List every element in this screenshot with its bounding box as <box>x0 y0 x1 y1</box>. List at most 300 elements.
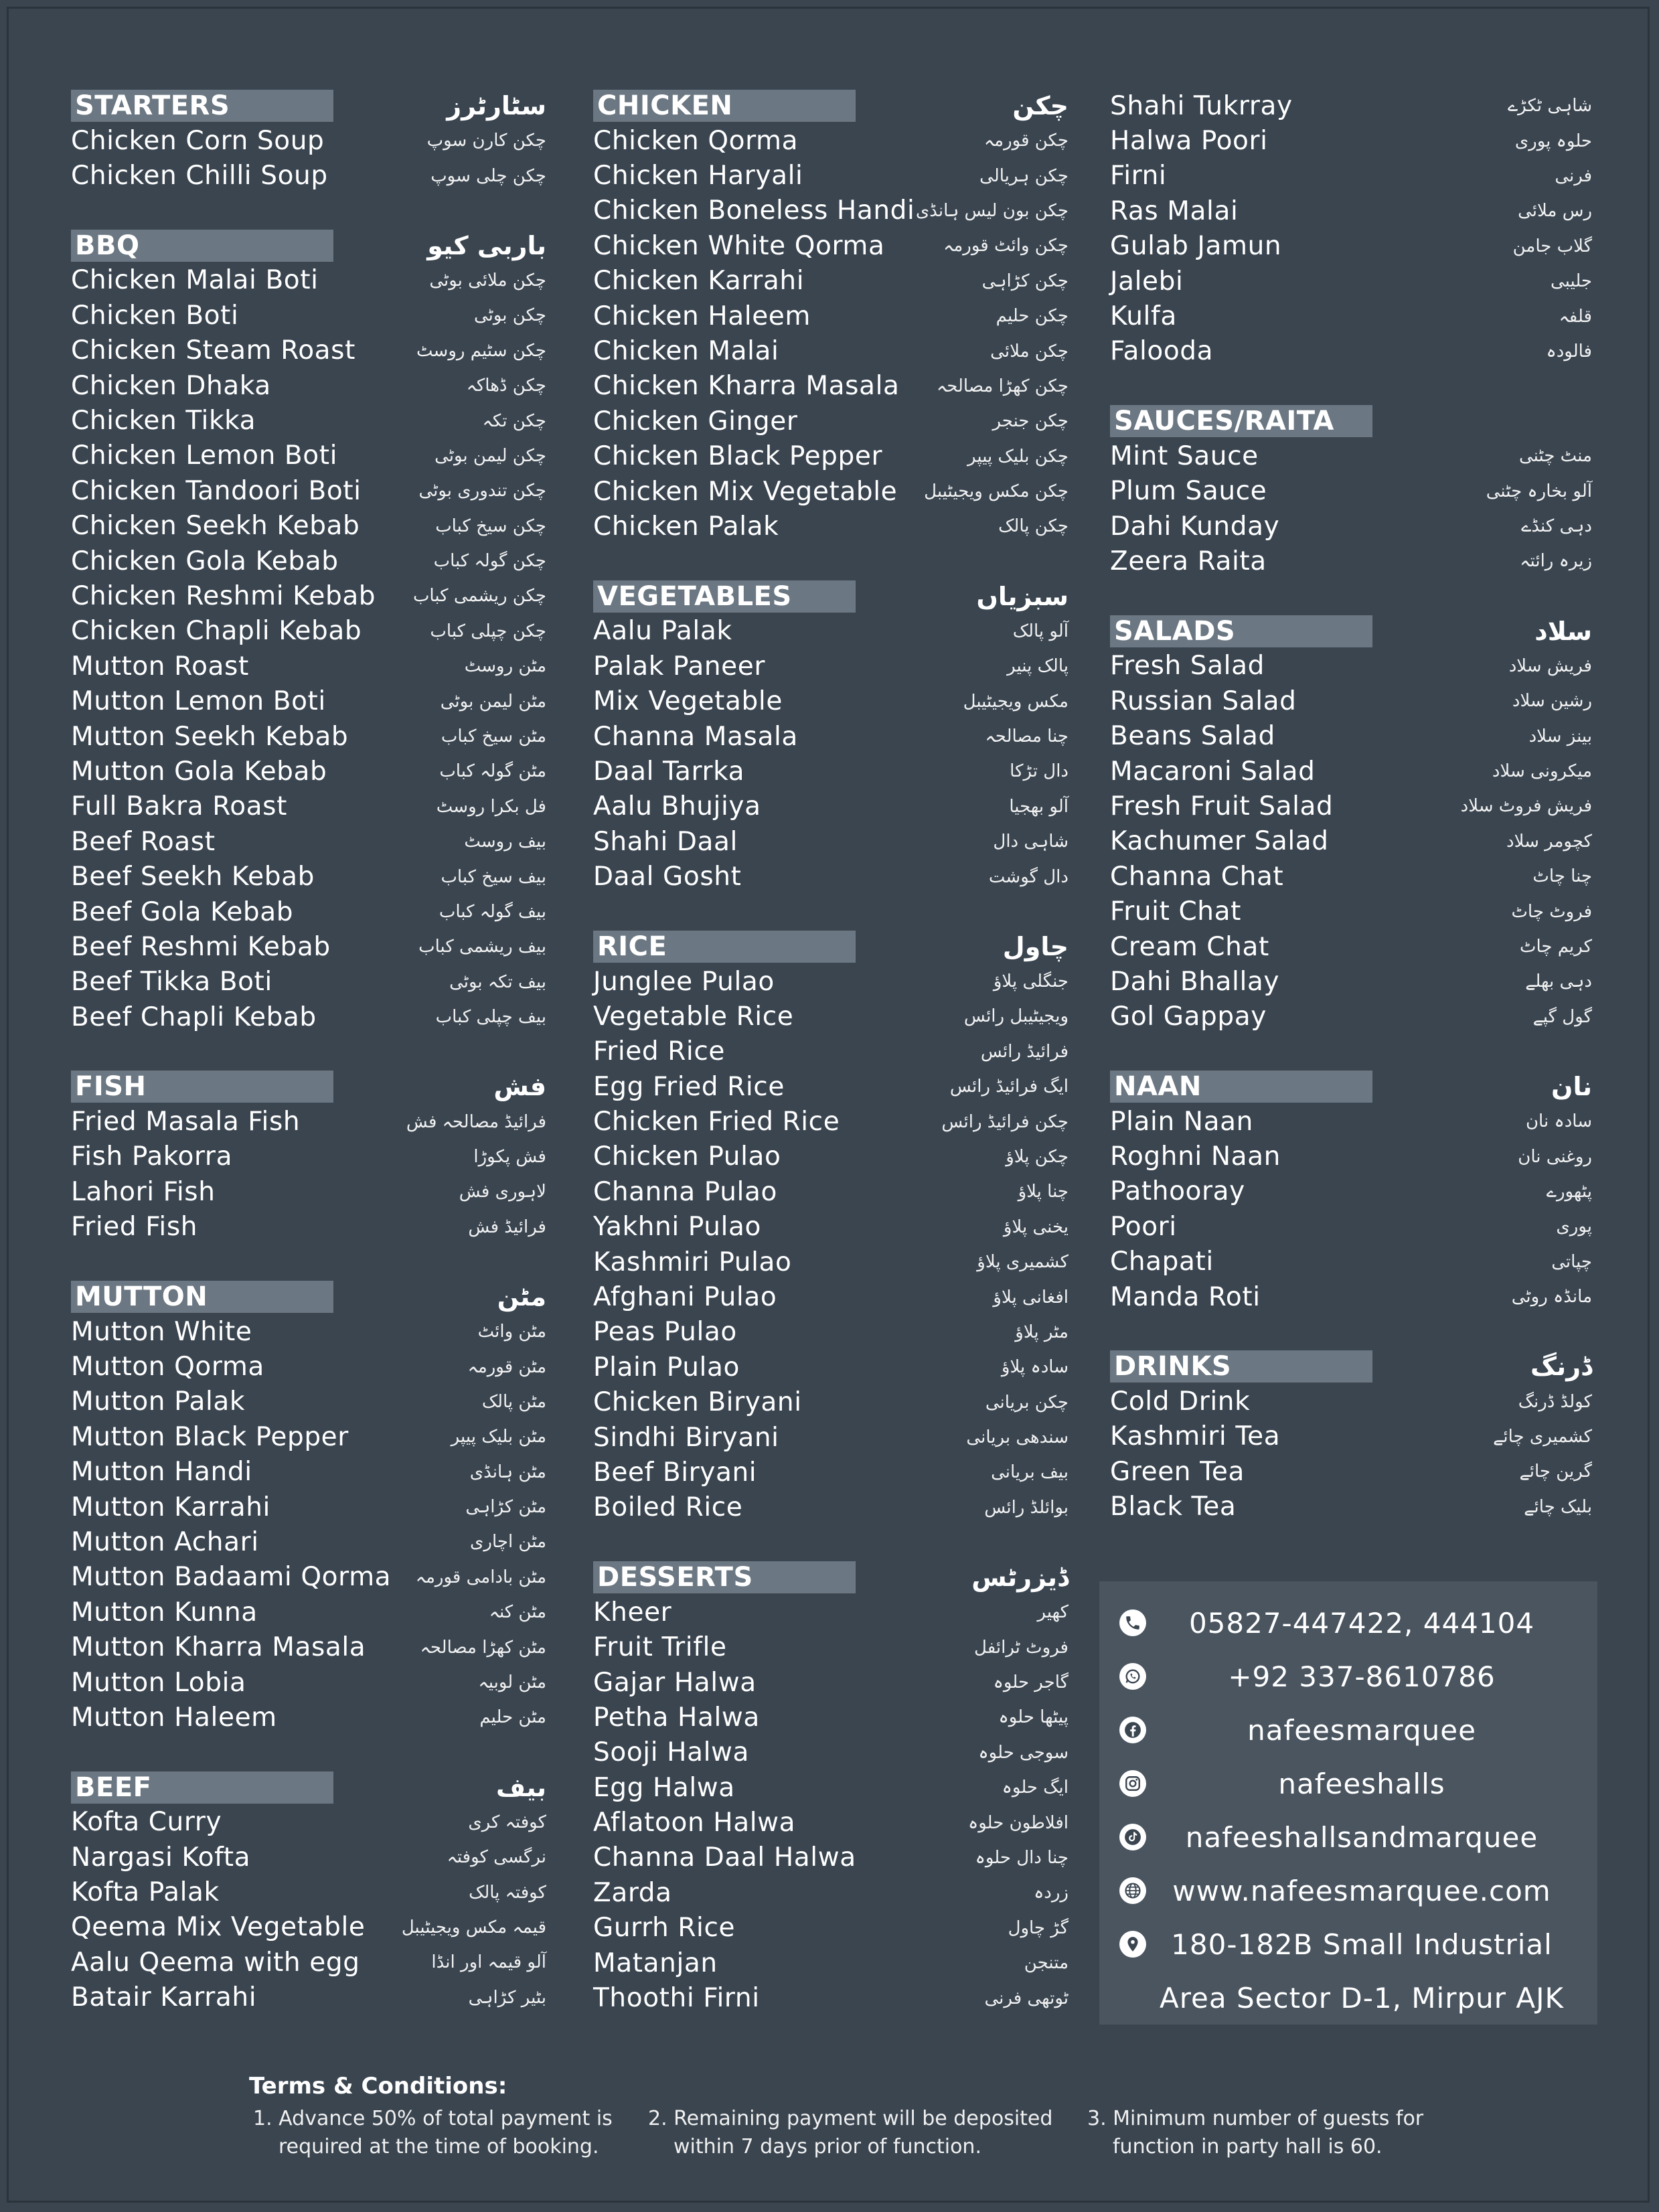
section-header <box>71 228 546 263</box>
menu-item-name: Mutton Achari <box>71 1526 259 1557</box>
term-line: Minimum number of guests for <box>1113 2107 1424 2130</box>
menu-item-name: Daal Gosht <box>593 862 742 892</box>
menu-item-name: Plum Sauce <box>1110 476 1267 507</box>
menu-item <box>71 1139 546 1174</box>
menu-item <box>593 824 1069 859</box>
menu-item-name: Sindhi Biryani <box>593 1422 779 1453</box>
section-title: MUTTON <box>71 1281 333 1313</box>
menu-item <box>593 1279 1069 1314</box>
menu-item-name: Fried Fish <box>71 1212 198 1243</box>
menu-item-name: Mutton Haleem <box>71 1702 277 1733</box>
menu-item-name: Chicken Tandoori Boti <box>71 475 362 506</box>
menu-item-name-urdu: گلاب جامن <box>1512 236 1592 256</box>
menu-item <box>71 263 546 298</box>
menu-item <box>593 1210 1069 1245</box>
menu-item <box>71 333 546 368</box>
section-header <box>593 929 1069 964</box>
menu-item-name: Ras Malai <box>1110 195 1239 226</box>
menu-item-name: Fried Masala Fish <box>71 1107 301 1137</box>
menu-item-name: Kashmiri Pulao <box>593 1247 792 1277</box>
menu-item-name-urdu: آلو پالک <box>1012 621 1069 641</box>
menu-item-name-urdu: فروٹ ٹرائفل <box>974 1637 1069 1658</box>
menu-item-name: Channa Masala <box>593 721 798 752</box>
menu-section <box>1110 1069 1592 1314</box>
menu-item-name: Mutton Qorma <box>71 1352 264 1382</box>
term-line: function in party hall is 60. <box>1113 2135 1382 2158</box>
section-title-urdu: ڈرنگ <box>1530 1352 1592 1382</box>
term-number: 2. <box>648 2107 667 2130</box>
menu-item-name: Afghani Pulao <box>593 1282 777 1313</box>
menu-item <box>71 1524 546 1559</box>
menu-item <box>593 1455 1069 1490</box>
menu-item-name-urdu: سادہ پلاؤ <box>1001 1357 1069 1378</box>
menu-item <box>593 1174 1069 1209</box>
menu-item <box>593 369 1069 404</box>
menu-item <box>593 299 1069 333</box>
menu-item-name: Chicken Chilli Soup <box>71 161 328 191</box>
menu-item <box>593 859 1069 894</box>
menu-item <box>593 193 1069 228</box>
menu-item-name: Mutton Black Pepper <box>71 1421 349 1452</box>
section-title-urdu: باربی کیو <box>427 230 546 260</box>
menu-item <box>1110 88 1592 123</box>
section-header <box>593 579 1069 614</box>
menu-item-name: Full Bakra Roast <box>71 791 287 822</box>
menu-item <box>71 1805 546 1840</box>
menu-item <box>71 719 546 754</box>
menu-item <box>1110 1209 1592 1244</box>
menu-item-name-urdu: چکن بریانی <box>985 1392 1069 1413</box>
menu-item-name: Shahi Daal <box>593 826 738 857</box>
menu-item <box>593 333 1069 368</box>
menu-item <box>593 1245 1069 1279</box>
menu-item-name: Chicken Malai Boti <box>71 265 319 296</box>
menu-item <box>71 965 546 1000</box>
menu-item <box>593 1385 1069 1420</box>
menu-item <box>71 298 546 333</box>
menu-item-name-urdu: بیف چپلی کباب <box>435 1007 546 1028</box>
menu-item-name: Chicken Lemon Boti <box>71 441 338 471</box>
menu-item <box>1110 159 1592 193</box>
menu-item-name: Kofta Curry <box>71 1807 222 1838</box>
location-pin-icon <box>1119 1931 1146 1958</box>
menu-item-name: Chicken Kharra Masala <box>593 371 900 402</box>
menu-item <box>71 473 546 508</box>
menu-item-name: Sooji Halwa <box>593 1737 750 1768</box>
menu-item-name-urdu: قیمہ مکس ویجیٹیبل <box>401 1917 546 1938</box>
menu-item <box>1110 859 1592 894</box>
menu-item-name: Halwa Poori <box>1110 126 1268 157</box>
menu-item-name-urdu: چکن ہریالی <box>979 165 1069 186</box>
menu-item-name: Mint Sauce <box>1110 441 1259 471</box>
menu-item-name-urdu: مٹن بادامی قورمہ <box>415 1567 546 1587</box>
menu-item-name: Beef Gola Kebab <box>71 896 294 927</box>
terms-section <box>249 2073 1454 2161</box>
menu-item-name-urdu: رس ملائی <box>1518 201 1592 222</box>
menu-item-name: Roghni Naan <box>1110 1141 1281 1172</box>
menu-item-name: Daal Tarrka <box>593 756 745 787</box>
section-header <box>71 1069 546 1104</box>
menu-item-name: Kulfa <box>1110 301 1177 332</box>
menu-item <box>1110 439 1592 473</box>
menu-item <box>71 158 546 193</box>
menu-item-name: Black Tea <box>1110 1492 1237 1522</box>
term-line: Advance 50% of total payment is <box>279 2107 613 2130</box>
facebook-row <box>1119 1703 1577 1757</box>
menu-item <box>1110 1245 1592 1279</box>
menu-item <box>71 1980 546 2015</box>
section-title-urdu: سلاد <box>1534 616 1592 646</box>
menu-item <box>593 474 1069 509</box>
menu-item-name: Mutton White <box>71 1316 252 1347</box>
menu-item-name-urdu: بینز سلاد <box>1528 726 1592 746</box>
menu-item-name: Mutton Gola Kebab <box>71 756 327 787</box>
menu-section <box>593 929 1069 1525</box>
menu-item <box>1110 474 1592 509</box>
menu-item <box>593 123 1069 158</box>
menu-item-name-urdu: فالودہ <box>1546 341 1592 362</box>
menu-item-name-urdu: کھیر <box>1037 1602 1069 1623</box>
menu-item-name-urdu: سوجی حلوہ <box>978 1742 1069 1763</box>
menu-item-name-urdu: لاہوری فش <box>459 1182 546 1202</box>
menu-item <box>593 1946 1069 1980</box>
facebook-icon <box>1119 1717 1146 1743</box>
menu-item <box>1110 894 1592 929</box>
menu-item <box>71 1210 546 1245</box>
menu-item-name-urdu: دہی کنڈے <box>1521 516 1592 537</box>
menu-section <box>71 1279 546 1735</box>
menu-item <box>71 509 546 544</box>
menu-item-name: Nargasi Kofta <box>71 1842 251 1873</box>
menu-item-name: Mix Vegetable <box>593 686 783 717</box>
menu-item <box>1110 718 1592 753</box>
menu-item <box>1110 1104 1592 1139</box>
menu-item-name-urdu: چکن ملائی <box>990 341 1069 362</box>
menu-item-name-urdu: حلوہ پوری <box>1514 131 1592 151</box>
menu-item <box>71 1174 546 1209</box>
menu-item <box>71 1945 546 1980</box>
menu-item-name: Beans Salad <box>1110 721 1275 752</box>
menu-item <box>1110 1139 1592 1174</box>
menu-item-name: Firni <box>1110 161 1167 191</box>
menu-item-name: Fresh Salad <box>1110 651 1265 682</box>
section-header <box>593 1560 1069 1595</box>
menu-item <box>1110 123 1592 158</box>
menu-item-name: Aalu Palak <box>593 616 732 647</box>
menu-item-name-urdu: دال تڑکا <box>1010 761 1069 782</box>
section-header <box>593 88 1069 123</box>
term-line: required at the time of booking. <box>279 2135 599 2158</box>
section-title: DESSERTS <box>593 1561 856 1593</box>
address-line-2: Area Sector D-1, Mirpur AJK <box>1159 1981 1565 2014</box>
section-header <box>71 1770 546 1805</box>
menu-item-name-urdu: چکن حلیم <box>996 306 1069 327</box>
menu-item-name-urdu: چکن پلاؤ <box>1006 1146 1069 1167</box>
menu-item-name: Petha Halwa <box>593 1702 760 1733</box>
menu-item-name-urdu: چکن لیمن بوٹی <box>434 445 546 466</box>
menu-item-name-urdu: بوائلڈ رائس <box>984 1497 1069 1518</box>
menu-item-name-urdu: چکن بون لیس ہانڈی <box>915 200 1069 221</box>
menu-item <box>71 1700 546 1735</box>
menu-item-name-urdu: فش پکوڑا <box>473 1146 546 1167</box>
menu-item-name-urdu: آلو بخارہ چٹنی <box>1486 481 1592 501</box>
menu-item <box>71 1419 546 1454</box>
menu-item <box>593 1490 1069 1525</box>
menu-item-name-urdu: چکن وائٹ قورمہ <box>943 236 1069 256</box>
menu-item-name: Chicken Gola Kebab <box>71 546 339 576</box>
menu-item-name: Chicken Corn Soup <box>71 125 325 156</box>
menu-item-name-urdu: کشمیری پلاؤ <box>977 1252 1069 1273</box>
menu-item-name-urdu: پالک پنیر <box>1007 656 1069 677</box>
menu-item <box>1110 1384 1592 1419</box>
menu-item-name-urdu: نرگسی کوفتہ <box>447 1847 546 1868</box>
menu-item <box>71 754 546 789</box>
menu-item-name: Chicken Chapli Kebab <box>71 616 362 647</box>
menu-item-name: Chicken Biryani <box>593 1387 802 1418</box>
menu-item-name: Pathooray <box>1110 1176 1245 1207</box>
menu-item-name-urdu: مٹر پلاؤ <box>1015 1322 1069 1342</box>
menu-item <box>71 1349 546 1384</box>
section-title-urdu: ڈیزرٹس <box>971 1563 1069 1593</box>
menu-item-name: Beef Reshmi Kebab <box>71 931 331 962</box>
menu-item-name-urdu: روغنی نان <box>1518 1146 1592 1167</box>
menu-item-name-urdu: مٹن لیمن بوٹی <box>440 691 546 712</box>
menu-section <box>1110 1349 1592 1524</box>
menu-item-name-urdu: مانڈہ روٹی <box>1511 1287 1592 1308</box>
menu-item <box>71 614 546 649</box>
menu-item-name: Kheer <box>593 1597 672 1628</box>
section-title: STARTERS <box>71 90 333 122</box>
phone-number: 05827-447422, 444104 <box>1188 1606 1535 1640</box>
menu-item-name: Chicken Boneless Handi <box>593 195 915 226</box>
menu-item-name-urdu: گول گپے <box>1532 1006 1592 1027</box>
menu-item-name: Gulab Jamun <box>1110 231 1282 262</box>
menu-item-name-urdu: آلو بھجیا <box>1009 796 1069 817</box>
menu-item <box>593 614 1069 649</box>
menu-item <box>1110 1174 1592 1209</box>
menu-item <box>593 754 1069 789</box>
menu-item-name: Beef Biryani <box>593 1457 757 1488</box>
menu-item <box>593 1665 1069 1700</box>
menu-item-name: Russian Salad <box>1110 686 1297 716</box>
tiktok-row <box>1119 1810 1577 1864</box>
section-title: BBQ <box>71 230 333 262</box>
menu-item-name: Aalu Bhujiya <box>593 791 761 822</box>
term-number: 1. <box>253 2107 272 2130</box>
menu-item-name-urdu: چکن کارن سوپ <box>426 131 546 151</box>
menu-item <box>593 439 1069 474</box>
menu-item-name-urdu: چکن پالک <box>998 516 1069 537</box>
menu-section <box>71 228 546 1035</box>
menu-item <box>593 1911 1069 1946</box>
menu-section <box>71 1069 546 1245</box>
section-title-urdu: نان <box>1551 1071 1592 1101</box>
menu-item <box>593 1104 1069 1139</box>
menu-item-name: Beef Roast <box>71 826 216 857</box>
whatsapp-row <box>1119 1650 1577 1703</box>
menu-item-name: Palak Paneer <box>593 651 765 682</box>
menu-item <box>1110 1279 1592 1314</box>
menu-item-name: Fish Pakorra <box>71 1141 233 1172</box>
section-title-urdu: فش <box>493 1072 546 1102</box>
menu-item-name-urdu: کوفتہ کری <box>468 1812 546 1832</box>
menu-item-name: Kachumer Salad <box>1110 826 1329 857</box>
term-number: 3. <box>1087 2107 1107 2130</box>
menu-item-name: Falooda <box>1110 336 1214 367</box>
menu-item-name: Chicken Palak <box>593 511 779 542</box>
menu-item-name-urdu: پوری <box>1556 1216 1592 1237</box>
menu-item <box>71 1840 546 1875</box>
website-url: www.nafeesmarquee.com <box>1172 1874 1551 1907</box>
menu-item-name: Mutton Kunna <box>71 1597 258 1628</box>
menu-item-name-urdu: افغانی پلاؤ <box>993 1287 1069 1308</box>
section-title: NAAN <box>1110 1071 1372 1103</box>
menu-item <box>71 1665 546 1700</box>
menu-item <box>71 439 546 473</box>
menu-item-name: Channa Daal Halwa <box>593 1842 856 1873</box>
menu-item-name: Aalu Qeema with egg <box>71 1947 360 1978</box>
terms-list <box>249 2105 1454 2161</box>
menu-item-name-urdu: جلیبی <box>1550 271 1592 292</box>
menu-item-name-urdu: چکن سٹیم روسٹ <box>416 340 546 361</box>
menu-item-name-urdu: قلفہ <box>1559 306 1592 327</box>
menu-item-name-urdu: فل بکرا روسٹ <box>436 796 546 817</box>
menu-item <box>593 158 1069 193</box>
menu-item <box>71 649 546 684</box>
menu-item-name-urdu: چکن ڈھاکہ <box>466 376 546 396</box>
menu-item-name-urdu: زیرہ رائتہ <box>1520 551 1592 572</box>
menu-item-name-urdu: بیف ریشمی کباب <box>418 937 546 957</box>
menu-item-name-urdu: گڑ چاول <box>1008 1917 1069 1938</box>
menu-item <box>593 1875 1069 1910</box>
menu-item-name-urdu: چپاتی <box>1551 1251 1592 1272</box>
menu-item-name-urdu: متنجن <box>1024 1953 1069 1974</box>
menu-item <box>71 1000 546 1034</box>
menu-item <box>1110 964 1592 999</box>
menu-item <box>1110 229 1592 264</box>
menu-item <box>71 578 546 613</box>
menu-item-name: Chicken Dhaka <box>71 370 271 401</box>
instagram-row <box>1119 1757 1577 1810</box>
menu-item-name-urdu: بٹیر کڑاہی <box>468 1987 546 2008</box>
section-title-urdu: سٹارٹرز <box>447 91 546 121</box>
menu-item-name: Chicken Boti <box>71 300 239 331</box>
menu-item-name: Fresh Fruit Salad <box>1110 791 1334 821</box>
menu-item <box>71 824 546 859</box>
menu-item-name: Mutton Seekh Kebab <box>71 721 349 752</box>
menu-item-name-urdu: بیف روسٹ <box>464 832 546 852</box>
menu-item <box>71 1875 546 1909</box>
whatsapp-number: +92 337-8610786 <box>1228 1660 1496 1693</box>
menu-item-name-urdu: چکن سیخ کباب <box>435 516 546 536</box>
section-title: DRINKS <box>1110 1350 1372 1382</box>
section-header <box>1110 1349 1592 1384</box>
section-title-urdu: چکن <box>1012 91 1069 121</box>
menu-item-name: Egg Halwa <box>593 1772 735 1803</box>
menu-item-name-urdu: مٹن گولہ کباب <box>439 761 546 782</box>
menu-item-name: Plain Pulao <box>593 1352 740 1382</box>
menu-item-name: Peas Pulao <box>593 1317 737 1348</box>
menu-item <box>71 1455 546 1490</box>
menu-item <box>593 1840 1069 1875</box>
menu-item-name: Zeera Raita <box>1110 546 1267 576</box>
phone-row <box>1119 1596 1577 1650</box>
website-row <box>1119 1864 1577 1917</box>
menu-item-name: Jalebi <box>1110 266 1184 297</box>
phone-icon <box>1119 1609 1146 1636</box>
menu-item-name-urdu: مٹن بلیک پیپر <box>451 1427 546 1447</box>
menu-item <box>1110 1454 1592 1489</box>
address-row <box>1119 1917 1577 1971</box>
menu-section <box>71 1770 546 2015</box>
menu-item-name-urdu: کچومر سلاد <box>1506 831 1592 852</box>
section-title: SAUCES/RAITA <box>1110 405 1372 437</box>
menu-item <box>1110 299 1592 333</box>
menu-item-name-urdu: چنا دال حلوہ <box>975 1847 1069 1868</box>
menu-item-name-urdu: یخنی پلاؤ <box>1003 1216 1069 1237</box>
menu-section <box>1110 614 1592 1034</box>
menu-item <box>593 649 1069 684</box>
menu-item-name-urdu: فریش سلاد <box>1508 655 1592 676</box>
section-title: RICE <box>593 931 856 963</box>
menu-item-name: Plain Naan <box>1110 1106 1253 1137</box>
menu-item-name: Channa Chat <box>1110 861 1284 892</box>
menu-item-name-urdu: فروٹ چاٹ <box>1511 901 1592 922</box>
section-header <box>71 1279 546 1314</box>
term-2 <box>648 2105 1087 2161</box>
menu-column-1 <box>71 88 546 2050</box>
menu-item-name-urdu: چکن کھڑا مصالحہ <box>936 376 1069 396</box>
menu-section <box>593 88 1069 544</box>
address-line-1: 180-182B Small Industrial <box>1171 1927 1553 1961</box>
menu-column-3 <box>1110 88 1592 1559</box>
menu-item-name-urdu: بیف گولہ کباب <box>439 902 546 922</box>
menu-item-name-urdu: گاجر حلوہ <box>993 1672 1069 1693</box>
menu-item-name-urdu: میکرونی سلاد <box>1492 761 1592 782</box>
menu-item-name-urdu: شاہی ٹکڑے <box>1507 96 1592 116</box>
menu-item-name-urdu: مٹن کنہ <box>489 1602 546 1623</box>
menu-item <box>593 1350 1069 1385</box>
term-line: within 7 days prior of function. <box>674 2135 981 2158</box>
menu-item <box>71 1314 546 1349</box>
menu-item <box>1110 824 1592 859</box>
menu-item-name-urdu: بیف سیخ کباب <box>441 866 546 887</box>
menu-item-name: Chicken Steam Roast <box>71 335 356 366</box>
menu-item-name-urdu: چکن تندوری بوٹی <box>418 481 546 501</box>
menu-item-name-urdu: ٹوتھی فرنی <box>984 1988 1069 2008</box>
menu-item <box>1110 754 1592 789</box>
menu-item-name: Mutton Lobia <box>71 1667 246 1698</box>
term-1 <box>249 2105 648 2161</box>
menu-item-name: Kofta Palak <box>71 1877 220 1908</box>
menu-item <box>593 1630 1069 1664</box>
menu-item <box>71 929 546 964</box>
menu-item-name: Beef Seekh Kebab <box>71 862 315 892</box>
menu-item-name: Beef Chapli Kebab <box>71 1002 317 1032</box>
menu-item <box>593 1069 1069 1104</box>
menu-section <box>71 88 546 193</box>
tiktok-handle: nafeeshallsandmarquee <box>1185 1820 1538 1854</box>
menu-item-name: Mutton Kharra Masala <box>71 1632 366 1663</box>
menu-item <box>593 719 1069 754</box>
menu-item-name-urdu: چکن قورمہ <box>983 131 1069 151</box>
menu-item <box>593 264 1069 299</box>
menu-item-name-urdu: کوفتہ پالک <box>469 1882 546 1903</box>
menu-item-name-urdu: کشمیری چائے <box>1493 1426 1592 1447</box>
menu-item-name-urdu: چکن گولہ کباب <box>433 551 546 572</box>
tiktok-icon <box>1119 1824 1146 1850</box>
menu-item-name-urdu: بلیک چائے <box>1524 1496 1592 1517</box>
